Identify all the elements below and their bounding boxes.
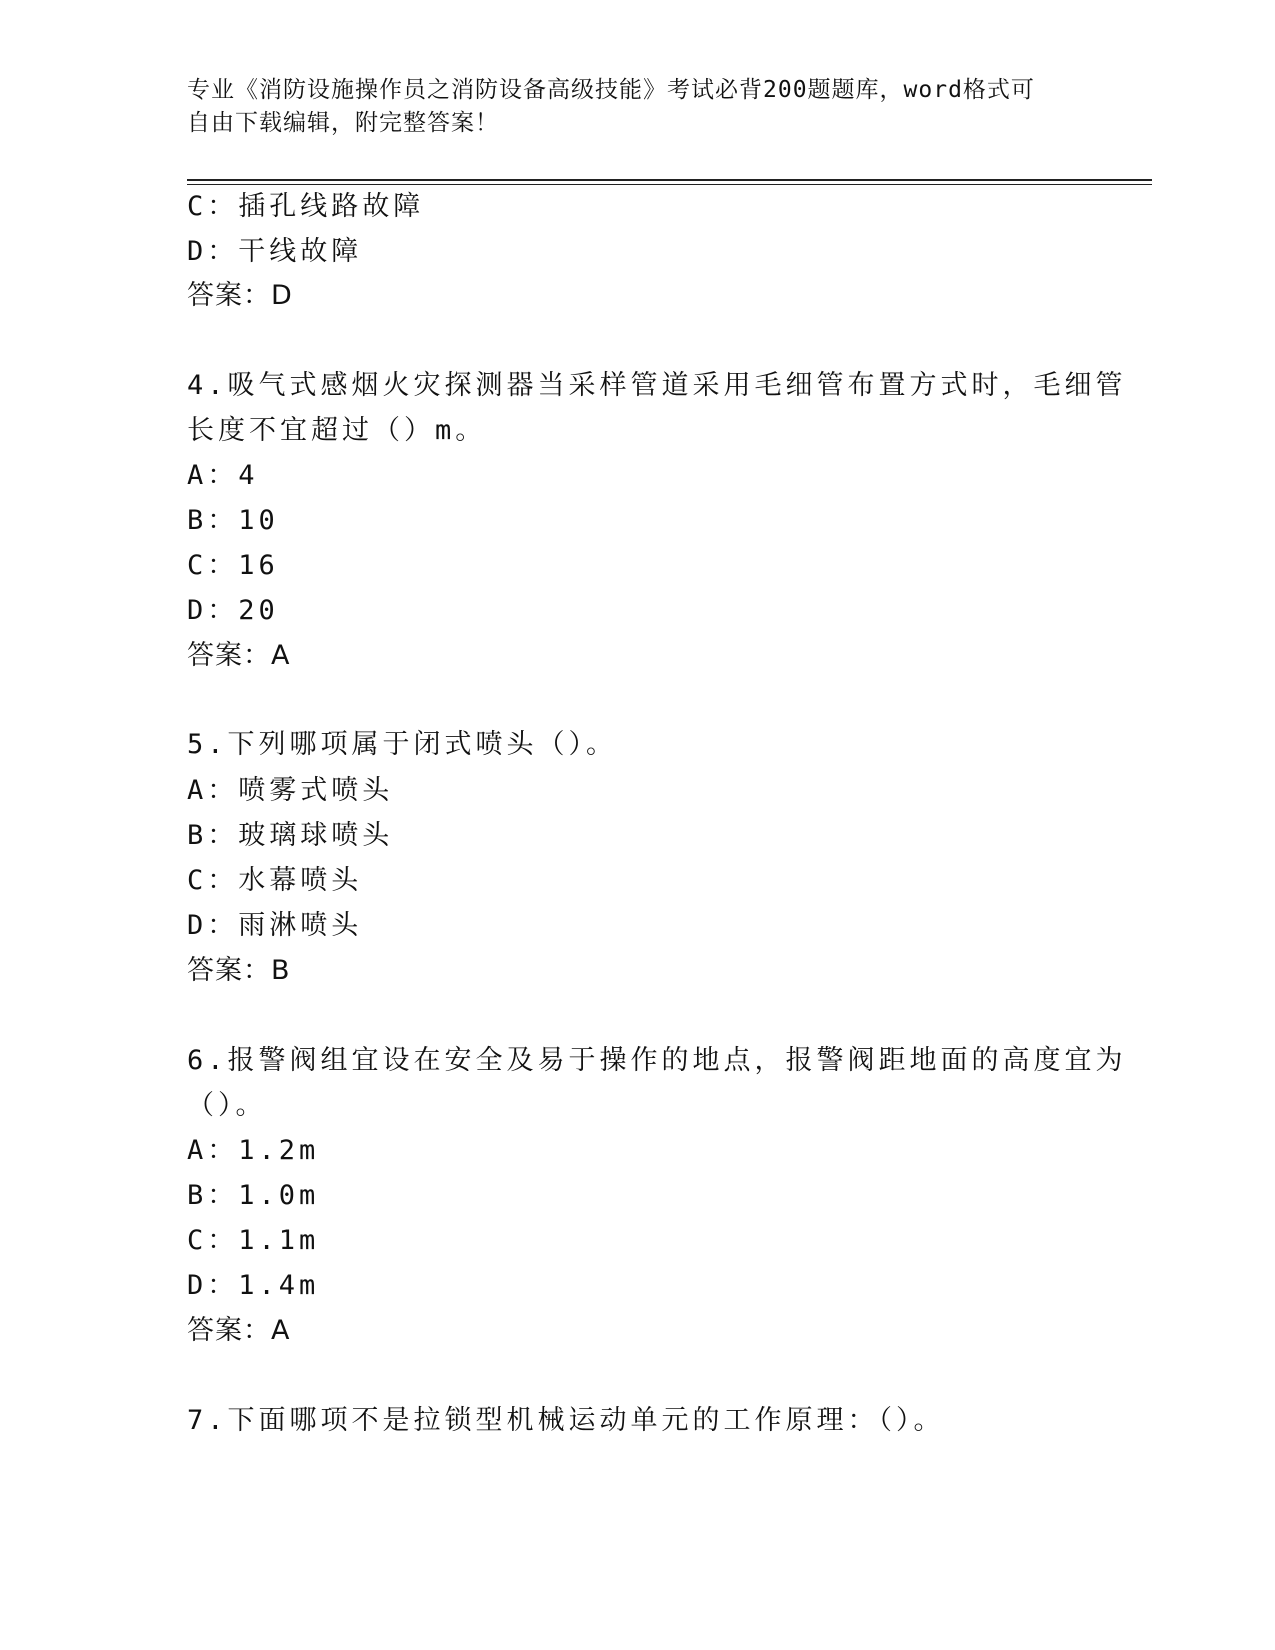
question-6-option-b: B：1.0m [187, 1180, 320, 1211]
question-4-option-a: A：4 [187, 460, 259, 491]
question-7-text-line-1: 7.下面哪项不是拉锁型机械运动单元的工作原理：（）。 [187, 1405, 945, 1436]
question-6-option-d: D：1.4m [187, 1270, 320, 1301]
question-6-text-line-1: 6.报警阀组宜设在安全及易于操作的地点，报警阀距地面的高度宜为 [187, 1045, 1127, 1076]
question-4-text-line-1: 4.吸气式感烟火灾探测器当采样管道采用毛细管布置方式时，毛细管 [187, 370, 1127, 401]
question-4-text-line-2: 长度不宜超过（）m。 [187, 415, 487, 446]
question-6-option-a: A：1.2m [187, 1135, 320, 1166]
prev-question-answer: 答案：D [187, 280, 293, 311]
question-5-text-line-1: 5.下列哪项属于闭式喷头（）。 [187, 729, 618, 760]
header-line-1: 专业《消防设施操作员之消防设备高级技能》考试必背200题题库，word格式可 [187, 77, 1035, 103]
prev-question-option-d: D：干线故障 [187, 236, 363, 267]
question-6-option-c: C：1.1m [187, 1225, 320, 1256]
question-4-option-c: C：16 [187, 550, 279, 581]
document-header [187, 74, 1087, 140]
header-rule-thick [187, 179, 1152, 181]
question-5-option-b: B：玻璃球喷头 [187, 820, 394, 851]
question-5-option-a: A：喷雾式喷头 [187, 775, 394, 806]
question-5-option-c: C：水幕喷头 [187, 865, 363, 896]
question-5-option-d: D：雨淋喷头 [187, 910, 363, 941]
question-6-answer: 答案：A [187, 1315, 291, 1346]
question-4-answer: 答案：A [187, 640, 291, 671]
question-5-answer: 答案：B [187, 955, 291, 986]
question-6-text-line-2: （）。 [187, 1090, 267, 1121]
question-4-option-d: D：20 [187, 595, 279, 626]
question-4-option-b: B：10 [187, 505, 279, 536]
header-line-2: 自由下载编辑，附完整答案！ [187, 110, 499, 136]
prev-question-option-c: C：插孔线路故障 [187, 191, 425, 222]
